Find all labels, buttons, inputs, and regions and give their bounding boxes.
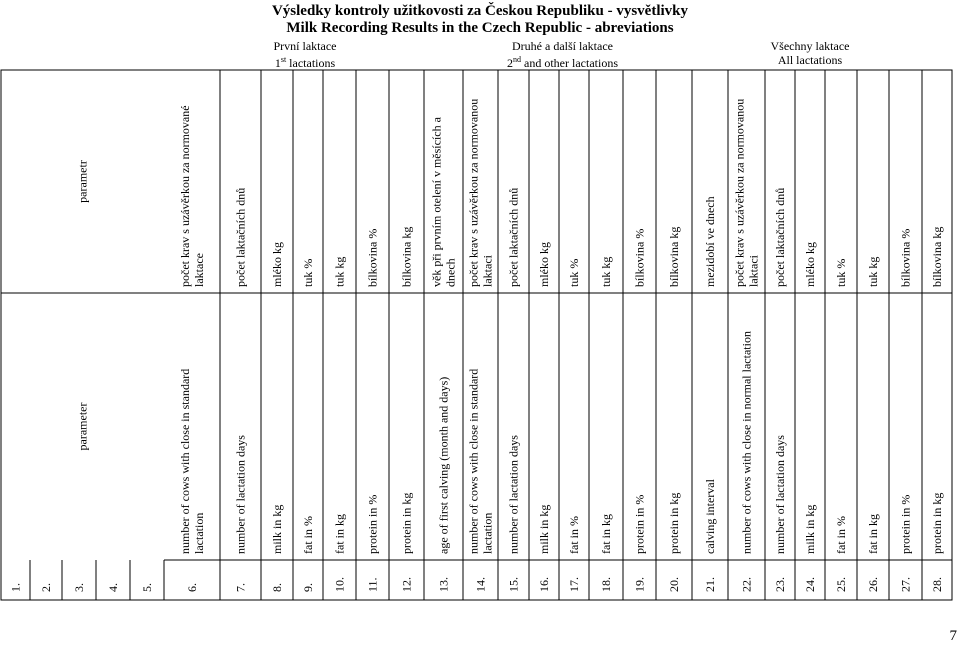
row-number: 22. bbox=[739, 577, 754, 592]
row-label-czech: počet laktačních dnů bbox=[506, 187, 521, 287]
row-number: 25. bbox=[834, 577, 848, 592]
row-number: 6. bbox=[185, 583, 199, 592]
row-number: 1. bbox=[8, 583, 23, 592]
group-label-english: 1st lactations bbox=[274, 55, 336, 70]
page-number: 7 bbox=[949, 628, 957, 644]
row-number: 23. bbox=[773, 577, 787, 592]
row-label-english: protein in % bbox=[632, 494, 647, 554]
row-label-english: protein in % bbox=[898, 494, 913, 554]
row-label-english: age of first calving (month and days) bbox=[436, 376, 451, 554]
row-number: 13. bbox=[436, 577, 451, 592]
row-label-english: fat in kg bbox=[599, 514, 613, 554]
row-label-english: milk in kg bbox=[537, 504, 551, 554]
row-label-english: lactation bbox=[192, 512, 206, 554]
row-number: 10. bbox=[332, 577, 347, 592]
row-number: 17. bbox=[567, 577, 581, 592]
row-label-czech: věk při prvním otelení v měsících a bbox=[429, 117, 444, 287]
row-label-czech: mléko kg bbox=[803, 242, 817, 287]
row-number: 4. bbox=[106, 583, 120, 592]
row-number: 28. bbox=[930, 577, 944, 592]
row-label-english: calving interval bbox=[703, 479, 717, 554]
row-label-english: number of cows with close in normal lactation bbox=[739, 331, 754, 554]
header-cell-czech: parametr bbox=[75, 160, 90, 203]
header-cell-english: parameter bbox=[75, 402, 90, 451]
row-label-czech: laktaci bbox=[480, 255, 495, 287]
row-number: 14. bbox=[473, 577, 488, 592]
row-label-english: fat in % bbox=[567, 516, 581, 554]
row-label-czech: počet krav s uzávěrkou za normované bbox=[178, 105, 192, 287]
row-label-czech: tuk kg bbox=[599, 256, 613, 287]
row-label-english: milk in kg bbox=[270, 504, 284, 554]
row-label-czech: bílkovina % bbox=[632, 228, 647, 287]
row-label-english: fat in % bbox=[301, 516, 315, 554]
group-label-english: All lactations bbox=[777, 53, 843, 67]
row-number: 21. bbox=[703, 577, 717, 592]
row-number: 7. bbox=[233, 583, 248, 592]
row-number: 26. bbox=[866, 577, 880, 592]
row-label-czech: bílkovina kg bbox=[667, 226, 681, 287]
row-label-english: protein in kg bbox=[930, 492, 944, 554]
row-label-czech: tuk % bbox=[301, 258, 315, 287]
row-label-czech: bílkovina kg bbox=[399, 226, 414, 287]
row-label-english: lactation bbox=[480, 512, 495, 554]
row-label-czech: mléko kg bbox=[270, 242, 284, 287]
row-label-english: protein in % bbox=[365, 494, 380, 554]
row-number: 19. bbox=[632, 577, 647, 592]
row-label-english: number of lactation days bbox=[773, 435, 787, 554]
row-label-english: protein in kg bbox=[667, 492, 681, 554]
row-label-english: milk in kg bbox=[803, 504, 817, 554]
row-number: 3. bbox=[72, 583, 86, 592]
row-label-english: number of cows with close in standard bbox=[178, 368, 192, 554]
row-label-czech: počet krav s uzávěrkou za normovanou bbox=[732, 98, 747, 287]
row-number: 5. bbox=[140, 583, 154, 592]
row-number: 18. bbox=[599, 577, 613, 592]
row-label-czech: tuk % bbox=[567, 258, 581, 287]
row-number: 20. bbox=[667, 577, 681, 592]
row-label-english: fat in kg bbox=[866, 514, 880, 554]
document-title-english: Milk Recording Results in the Czech Republic - abreviations bbox=[286, 20, 674, 36]
group-label-czech: Všechny laktace bbox=[770, 39, 850, 53]
row-number: 27. bbox=[898, 577, 913, 592]
row-label-english: number of lactation days bbox=[233, 435, 248, 554]
row-label-czech: mléko kg bbox=[537, 242, 551, 287]
row-label-czech: dnech bbox=[443, 258, 458, 287]
row-label-czech: mezidobí ve dnech bbox=[703, 196, 717, 287]
row-label-czech: tuk kg bbox=[332, 256, 347, 287]
row-label-czech: tuk kg bbox=[866, 256, 880, 287]
row-number: 2. bbox=[39, 583, 53, 592]
row-label-english: fat in % bbox=[834, 516, 848, 554]
row-label-english: protein in kg bbox=[399, 492, 414, 554]
row-number: 15. bbox=[506, 577, 521, 592]
row-label-czech: počet laktačních dnů bbox=[233, 187, 248, 287]
group-label-czech: Druhé a další laktace bbox=[512, 39, 613, 53]
row-label-czech: laktace bbox=[192, 253, 206, 287]
row-number: 8. bbox=[270, 583, 284, 592]
row-number: 16. bbox=[537, 577, 551, 592]
row-label-english: number of lactation days bbox=[506, 435, 521, 554]
row-number: 9. bbox=[301, 583, 315, 592]
row-label-czech: bílkovina kg bbox=[930, 226, 944, 287]
group-label-czech: První laktace bbox=[273, 39, 337, 53]
row-number: 24. bbox=[803, 577, 817, 592]
row-label-czech: počet krav s uzávěrkou za normovanou bbox=[466, 98, 481, 287]
row-number: 12. bbox=[399, 577, 414, 592]
document-title-czech: Výsledky kontroly užitkovosti za Českou Republiku - vysvětlivky bbox=[271, 3, 689, 19]
row-number: 11. bbox=[365, 577, 380, 592]
row-label-czech: tuk % bbox=[834, 258, 848, 287]
row-label-english: number of cows with close in standard bbox=[466, 368, 481, 554]
row-label-czech: bílkovina % bbox=[365, 228, 380, 287]
row-label-czech: laktaci bbox=[746, 255, 761, 287]
group-label-english: 2nd and other lactations bbox=[507, 55, 618, 70]
row-label-czech: počet laktačních dnů bbox=[773, 187, 787, 287]
row-label-english: fat in kg bbox=[332, 514, 347, 554]
row-label-czech: bílkovina % bbox=[898, 228, 913, 287]
